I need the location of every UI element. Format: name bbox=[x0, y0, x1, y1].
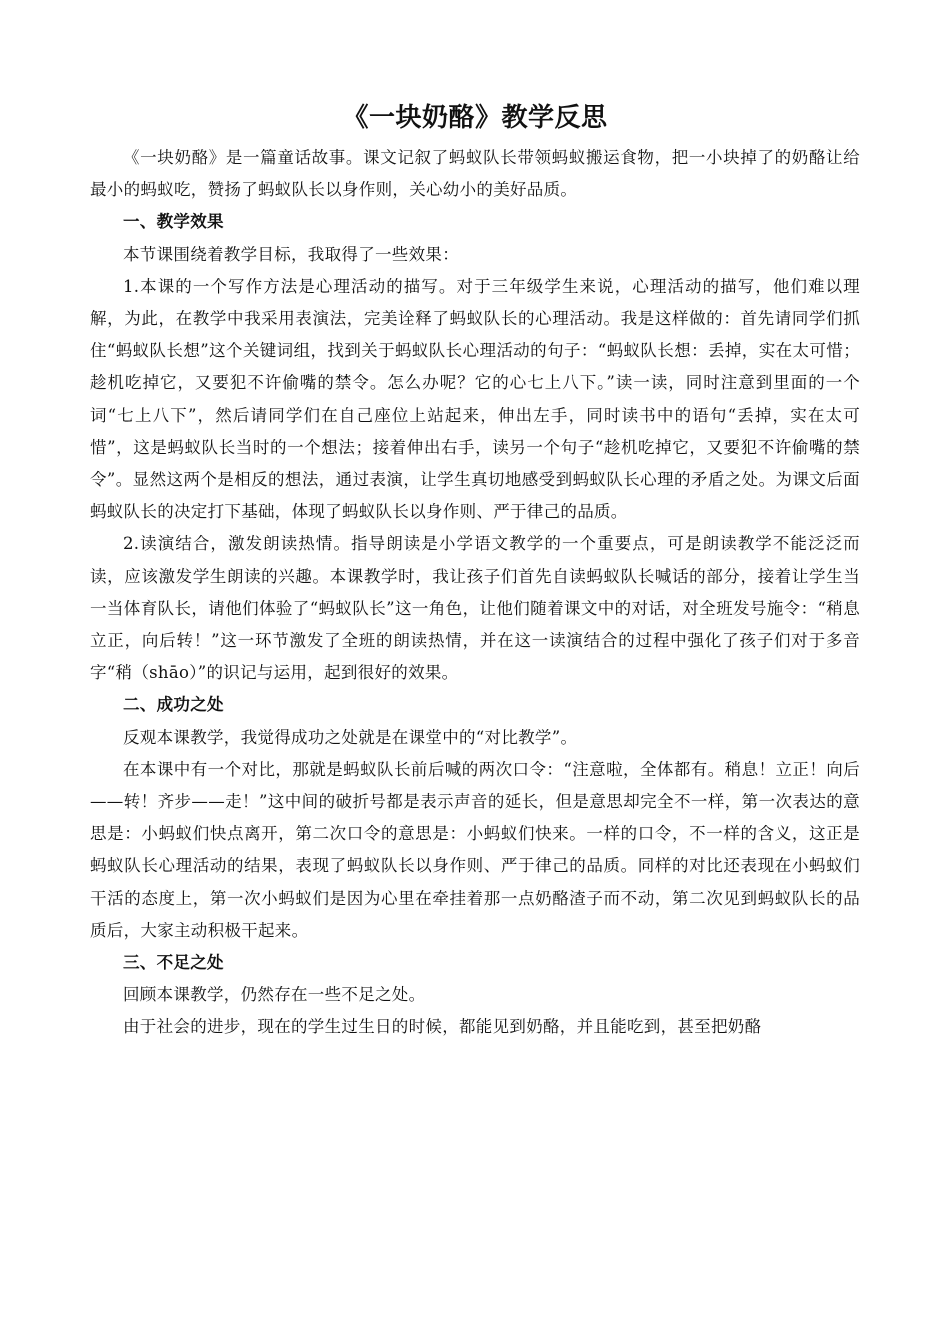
effects-intro-paragraph: 本节课围绕着教学目标，我取得了一些效果： bbox=[123, 244, 459, 264]
effects-point-2-paragraph: 2.读演结合，激发朗读热情。指导朗读是小学语文教学的一个重要点，可是朗读教学不能泛泛而读，应该激发学生朗读的兴趣。本课教学时，我让孩子们首先自读蚂蚁队长喊话的部分，接着让学生当一当体育队长，请他们体验了“蚂蚁队长”这一角色，让他们随着课文中的对话，对全班发号施令：“稍息立正，向后转！”这一环节激发了全班的朗读热情，并在这一读演结合的过程中强化了孩子们对于多音字“稍（shāo）”的识记与运用，起到很好的效果。 bbox=[90, 534, 860, 683]
section-heading-successes: 二、成功之处 bbox=[123, 695, 224, 715]
document-title: 《一块奶酪》教学反思 bbox=[342, 103, 608, 133]
intro-paragraph: 《一块奶酪》是一篇童话故事。课文记叙了蚂蚁队长带领蚂蚁搬运食物，把一小块掉了的奶酪让给最小的蚂蚁吃，赞扬了蚂蚁队长以身作则，关心幼小的美好品质。 bbox=[90, 148, 860, 200]
section-heading-shortcomings: 三、不足之处 bbox=[123, 953, 224, 973]
successes-intro-paragraph: 反观本课教学，我觉得成功之处就是在课堂中的“对比教学”。 bbox=[123, 727, 578, 747]
shortcomings-intro-paragraph: 回顾本课教学，仍然存在一些不足之处。 bbox=[123, 985, 426, 1005]
section-heading-effects: 一、教学效果 bbox=[123, 212, 224, 232]
effects-point-1-paragraph: 1.本课的一个写作方法是心理活动的描写。对于三年级学生来说，心理活动的描写，他们难以理解，为此，在教学中我采用表演法，完美诠释了蚂蚁队长的心理活动。我是这样做的：首先请同学们抓住“蚂蚁队长想”这个关键词组，找到关于蚂蚁队长心理活动的句子：“蚂蚁队长想：丢掉，实在太可惜；趁机吃掉它，又要犯不许偷嘴的禁令。怎么办呢？它的心七上八下。”读一读，同时注意到里面的一个词“七上八下”，然后请同学们在自己座位上站起来，伸出左手，同时读书中的语句“丢掉，实在太可惜”，这是蚂蚁队长当时的一个想法；接着伸出右手，读另一个句子“趁机吃掉它，又要犯不许偷嘴的禁令”。显然这两个是相反的想法，通过表演，让学生真切地感受到蚂蚁队长心理的矛盾之处。为课文后面蚂蚁队长的决定打下基础，体现了蚂蚁队长以身作则、严于律己的品质。 bbox=[90, 276, 860, 522]
document-page bbox=[90, 96, 860, 1044]
shortcomings-detail-paragraph: 由于社会的进步，现在的学生过生日的时候，都能见到奶酪，并且能吃到，甚至把奶酪 bbox=[123, 1017, 762, 1037]
successes-detail-paragraph: 在本课中有一个对比，那就是蚂蚁队长前后喊的两次口令：“注意啦，全体都有。稍息！立正！向后——转！齐步——走！”这中间的破折号都是表示声音的延长，但是意思却完全不一样，第一次表达的意思是：小蚂蚁们快点离开，第二次口令的意思是：小蚂蚁们快来。一样的口令，不一样的含义，这正是蚂蚁队长心理活动的结果，表现了蚂蚁队长以身作则、严于律己的品质。同样的对比还表现在小蚂蚁们干活的态度上，第一次小蚂蚁们是因为心里在牵挂着那一点奶酪渣子而不动，第二次见到蚂蚁队长的品质后，大家主动积极干起来。 bbox=[90, 759, 860, 940]
